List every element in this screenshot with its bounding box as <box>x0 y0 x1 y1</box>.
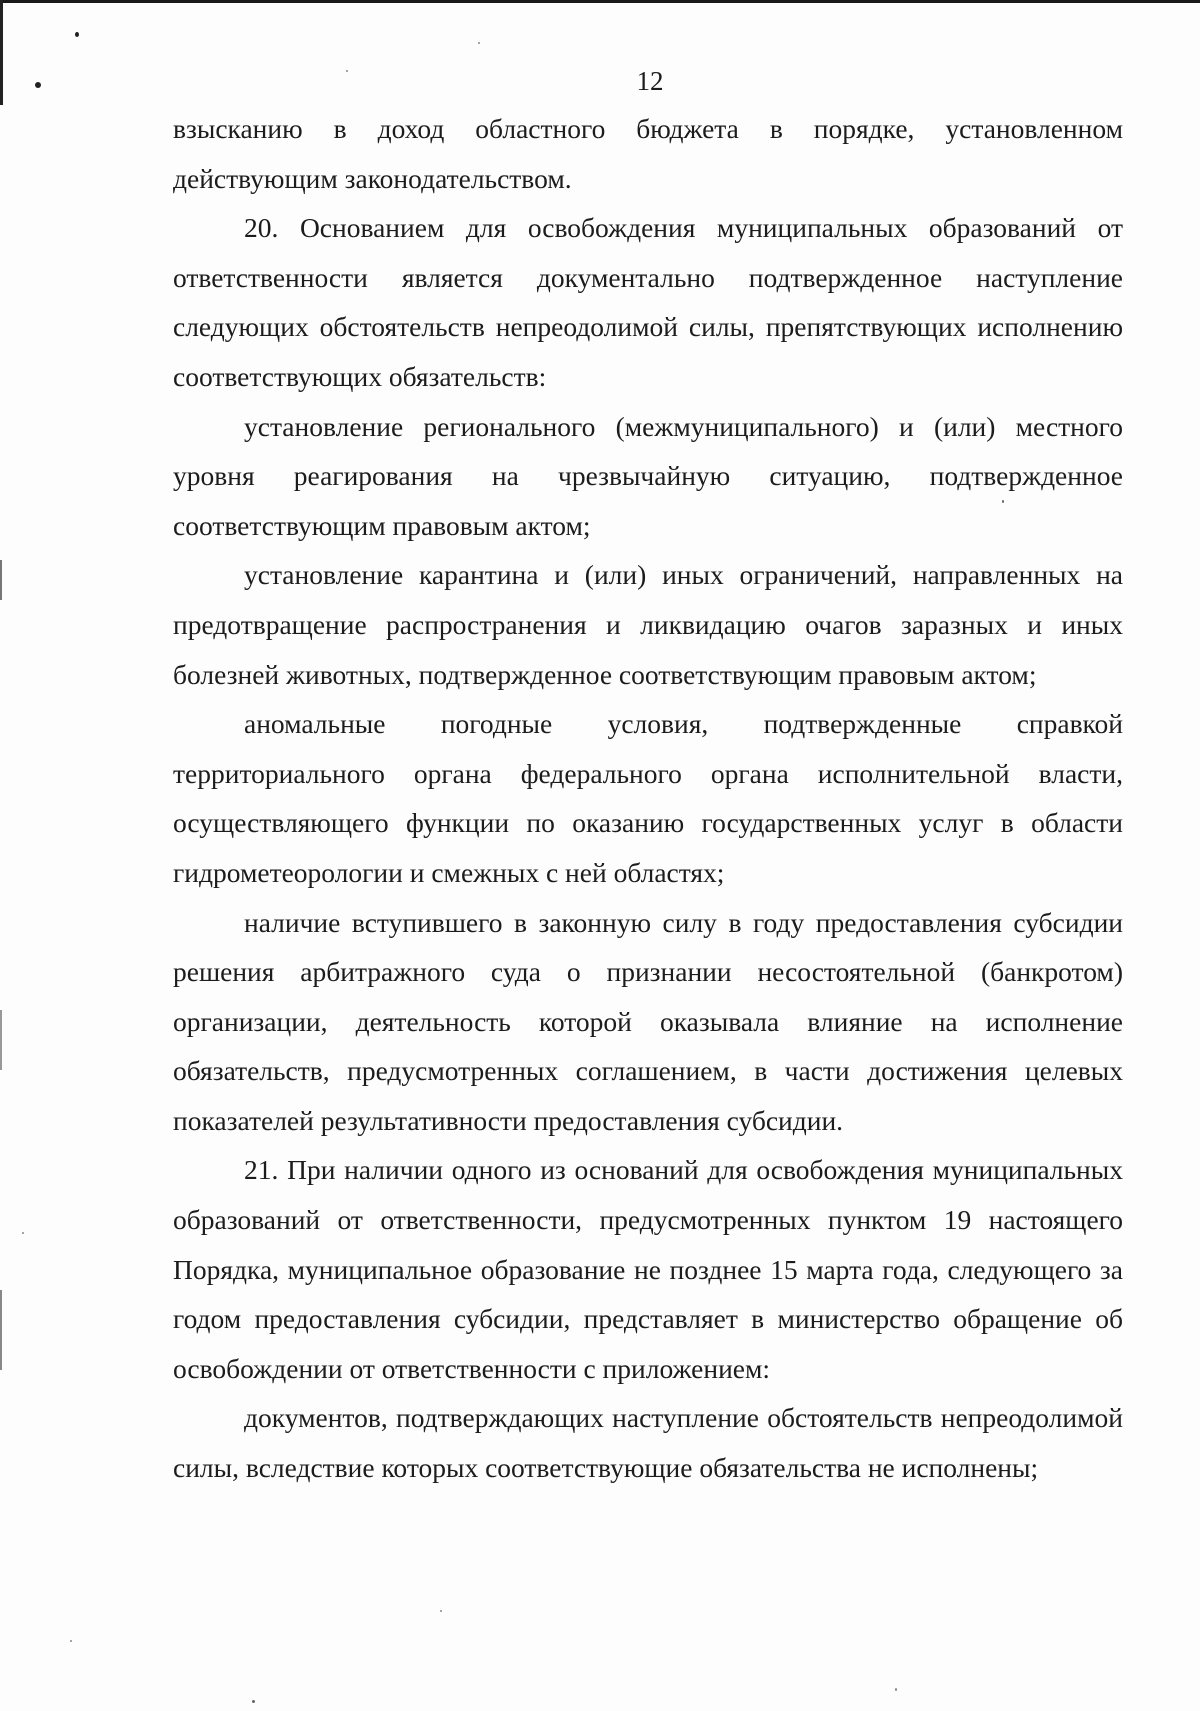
scan-speck <box>70 1640 72 1642</box>
scan-speck <box>895 1688 897 1691</box>
paragraph-documents: документов, подтверждающих наступление обстоятельств непреодолимой силы, вследствие которых соответствующие обязательства не исполнены; <box>173 1402 1123 1484</box>
paragraph-weather-conditions: аномальные погодные условия, подтвержденные справкой территориального органа федерального органа исполнительной власти, осуществляющего функции по оказанию государственных услуг в области гидрометеорологии и смежных с ней областях; <box>173 708 1123 888</box>
paragraph-bankruptcy: наличие вступившего в законную силу в году предоставления субсидии решения арбитражного суда о признании несостоятельной (банкротом) организации, деятельность которой оказывала влияние на исполнение обязательств, предусмотренных соглашением, в части достижения целевых показателей результативности предоставления субсидии. <box>173 906 1123 1136</box>
paragraph-item-20: 20. Основанием для освобождения муниципальных образований от ответственности является документально подтвержденное наступление следующих обстоятельств непреодолимой силы, препятствующих исполнению соответствующих обязательств: <box>173 212 1123 392</box>
scan-speck <box>22 1232 24 1234</box>
paragraph-item-21: 21. При наличии одного из оснований для освобождения муниципальных образований от ответственности, предусмотренных пунктом 19 настоящего Порядка, муниципальное образование не позднее 15 марта года, следующего за годом предоставления субсидии, представляет в министерство обращение об освобождении от ответственности с приложением: <box>173 1154 1123 1384</box>
scan-speck <box>478 42 480 44</box>
scan-speck <box>75 32 79 37</box>
scan-edge-top <box>0 0 1200 3</box>
page-number: 12 <box>636 66 664 96</box>
paragraph-emergency-response: установление регионального (межмуниципального) и (или) местного уровня реагирования на чрезвычайную ситуацию, подтвержденное соответствующим правовым актом; <box>173 410 1123 541</box>
paragraph-continuation: взысканию в доход областного бюджета в порядке, установленном действующим законодательством. <box>173 113 1123 194</box>
scan-edge-mark <box>0 560 2 600</box>
document-body <box>173 104 1123 1493</box>
scan-speck <box>440 1610 442 1612</box>
scan-edge-mark <box>0 1290 2 1370</box>
scan-speck <box>252 1700 255 1703</box>
scan-edge-mark <box>0 1010 2 1070</box>
paragraph-quarantine: установление карантина и (или) иных ограничений, направленных на предотвращение распространения и ликвидацию очагов заразных и иных болезней животных, подтвержденное соответствующим правовым актом; <box>173 559 1123 690</box>
